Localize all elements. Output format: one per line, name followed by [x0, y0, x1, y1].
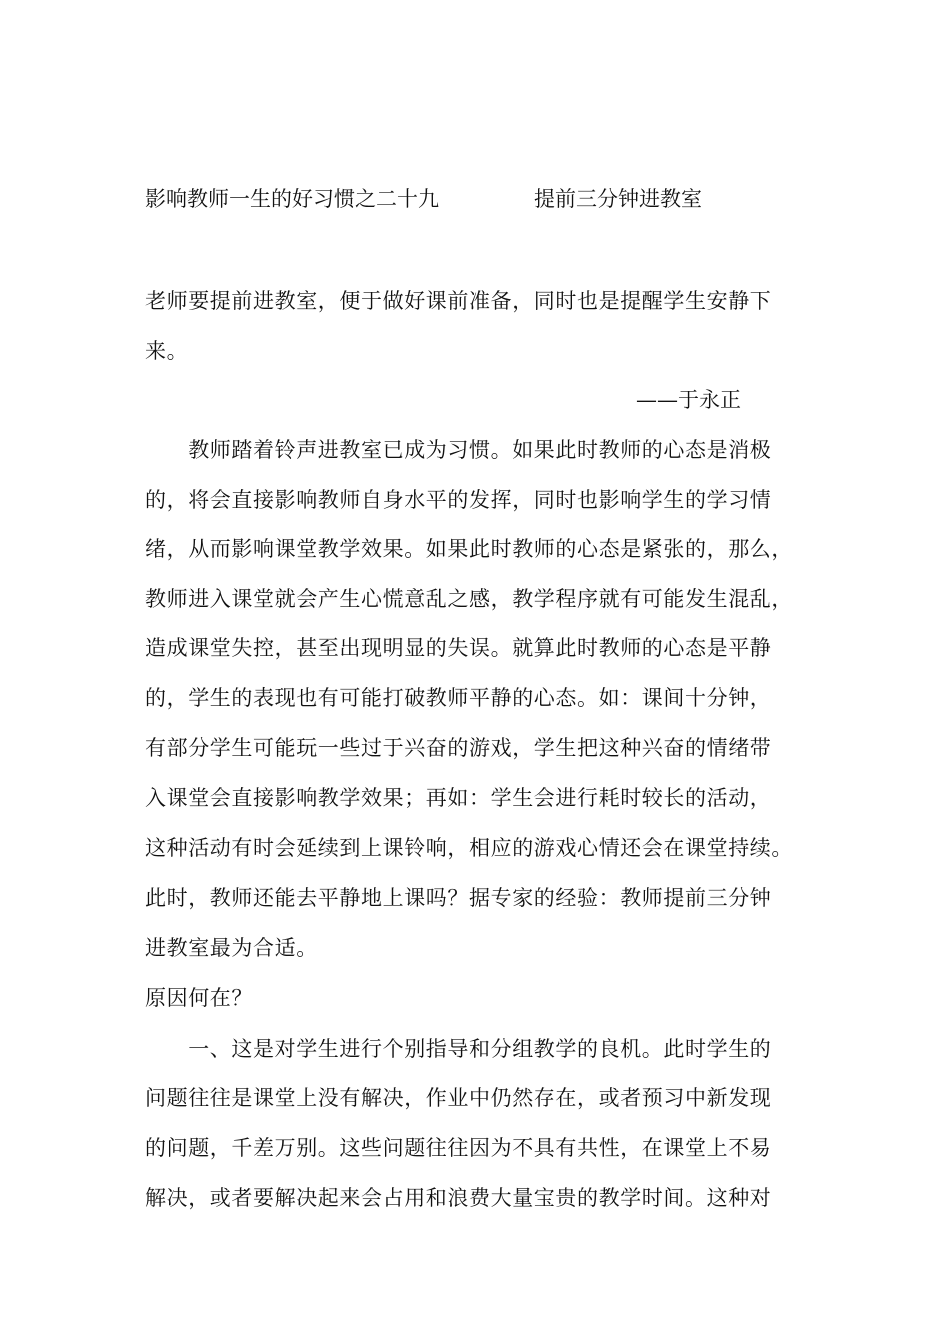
quote-author: ——于永正 — [636, 388, 741, 412]
section-question: 原因何在？ — [145, 986, 253, 1010]
body-line: 教师踏着铃声进教室已成为习惯。如果此时教师的心态是消极 — [145, 438, 772, 462]
body-line: 进教室最为合适。 — [145, 936, 318, 960]
body-line: 的问题，千差万别。这些问题往往因为不具有共性，在课堂上不易 — [145, 1136, 772, 1160]
body-line: 这种活动有时会延续到上课铃响，相应的游戏心情还会在课堂持续。 — [145, 836, 793, 860]
body-line: 此时，教师还能去平静地上课吗？据专家的经验：教师提前三分钟 — [145, 886, 772, 910]
body-line: 入课堂会直接影响教学效果；再如：学生会进行耗时较长的活动， — [145, 786, 772, 810]
title-sub: 提前三分钟进教室 — [534, 187, 702, 211]
title-main: 影响教师一生的好习惯之二十九 — [145, 187, 439, 211]
body-line: 的，学生的表现也有可能打破教师平静的心态。如：课间十分钟， — [145, 686, 772, 710]
body-line: 解决，或者要解决起来会占用和浪费大量宝贵的教学时间。这种对 — [145, 1186, 772, 1210]
quote-line: 老师要提前进教室，便于做好课前准备，同时也是提醒学生安静下 — [145, 289, 772, 313]
body-line: 造成课堂失控，甚至出现明显的失误。就算此时教师的心态是平静 — [145, 636, 772, 660]
body-line: 一、这是对学生进行个别指导和分组教学的良机。此时学生的 — [145, 1037, 772, 1061]
body-line: 问题往往是课堂上没有解决，作业中仍然存在，或者预习中新发现 — [145, 1086, 772, 1110]
body-line: 绪，从而影响课堂教学效果。如果此时教师的心态是紧张的，那么， — [145, 537, 793, 561]
body-line: 教师进入课堂就会产生心慌意乱之感，教学程序就有可能发生混乱， — [145, 587, 793, 611]
quote-line: 来。 — [145, 339, 189, 363]
body-line: 的，将会直接影响教师自身水平的发挥，同时也影响学生的学习情 — [145, 488, 772, 512]
body-line: 有部分学生可能玩一些过于兴奋的游戏，学生把这种兴奋的情绪带 — [145, 736, 772, 760]
